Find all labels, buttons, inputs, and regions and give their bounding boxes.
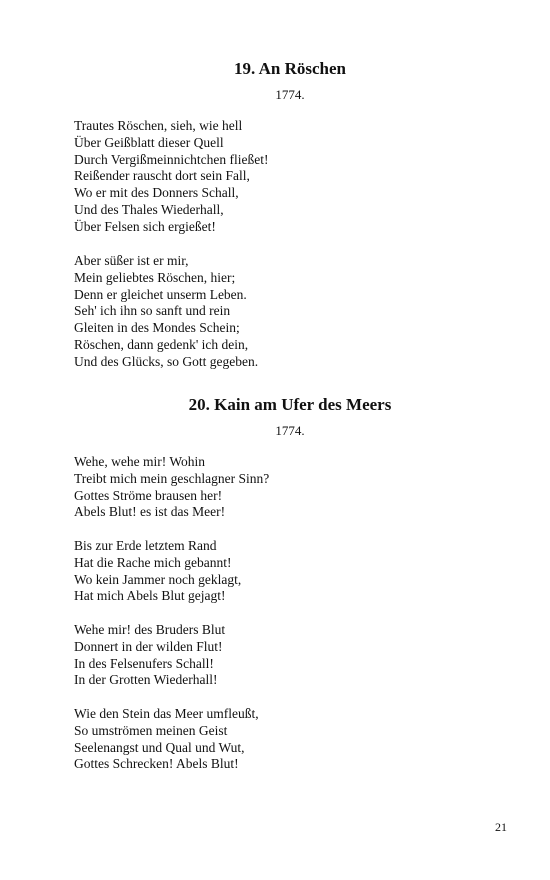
verse-line: Treibt mich mein geschlagner Sinn? [74, 470, 270, 486]
poem-year: 1774. [275, 87, 305, 102]
verse-line: Hat die Rache mich gebannt! [74, 554, 232, 570]
verse-line: Denn er gleichet unserm Leben. [74, 286, 247, 302]
verse-line: In der Grotten Wiederhall! [74, 672, 218, 688]
verse-line: Hat mich Abels Blut gejagt! [74, 588, 226, 604]
verse-line: Abels Blut! es ist das Meer! [74, 504, 226, 520]
stanza [74, 253, 258, 371]
verse-line: Donnert in der wilden Flut! [74, 638, 223, 654]
verse-line: In des Felsenufers Schall! [74, 655, 214, 671]
verse-line: Seelenangst und Qual und Wut, [74, 739, 245, 755]
verse-line: Wehe mir! des Bruders Blut [74, 622, 226, 637]
verse-line: Wehe, wehe mir! Wohin [74, 454, 206, 469]
poem-title: 20. Kain am Ufer des Meers [188, 395, 392, 414]
page-number: 21 [495, 820, 507, 834]
verse-line: Wie den Stein das Meer umfleußt, [74, 706, 259, 721]
verse-line: Aber süßer ist er mir, [74, 253, 189, 268]
verse-line: Mein geliebtes Röschen, hier; [74, 269, 236, 285]
verse-line: Trautes Röschen, sieh, wie hell [74, 118, 243, 133]
verse-line: Bis zur Erde letztem Rand [74, 538, 217, 553]
stanza [74, 538, 241, 605]
verse-line: Und des Glücks, so Gott gegeben. [74, 353, 259, 369]
stanza [74, 118, 268, 236]
verse-line: Durch Vergißmeinnichtchen fließet! [74, 151, 269, 167]
verse-line: Seh' ich ihn so sanft und rein [74, 303, 231, 319]
verse-line: So umströmen meinen Geist [74, 722, 228, 738]
verse-line: Gleiten in des Mondes Schein; [74, 320, 240, 336]
verse-line: Wo kein Jammer noch geklagt, [74, 571, 242, 587]
poem-title: 19. An Röschen [234, 59, 346, 78]
stanza [74, 706, 259, 773]
verse-line: Gottes Schrecken! Abels Blut! [74, 756, 239, 772]
verse-line: Röschen, dann gedenk' ich dein, [74, 336, 249, 352]
poem-year: 1774. [275, 423, 305, 438]
verse-line: Wo er mit des Donners Schall, [74, 185, 239, 201]
stanza [74, 622, 225, 689]
verse-line: Über Geißblatt dieser Quell [74, 134, 224, 150]
verse-line: Und des Thales Wiederhall, [74, 201, 224, 217]
stanza [74, 454, 269, 521]
verse-line: Reißender rauscht dort sein Fall, [74, 168, 250, 184]
verse-line: Über Felsen sich ergießet! [74, 218, 216, 234]
verse-line: Gottes Ströme brausen her! [74, 487, 223, 503]
